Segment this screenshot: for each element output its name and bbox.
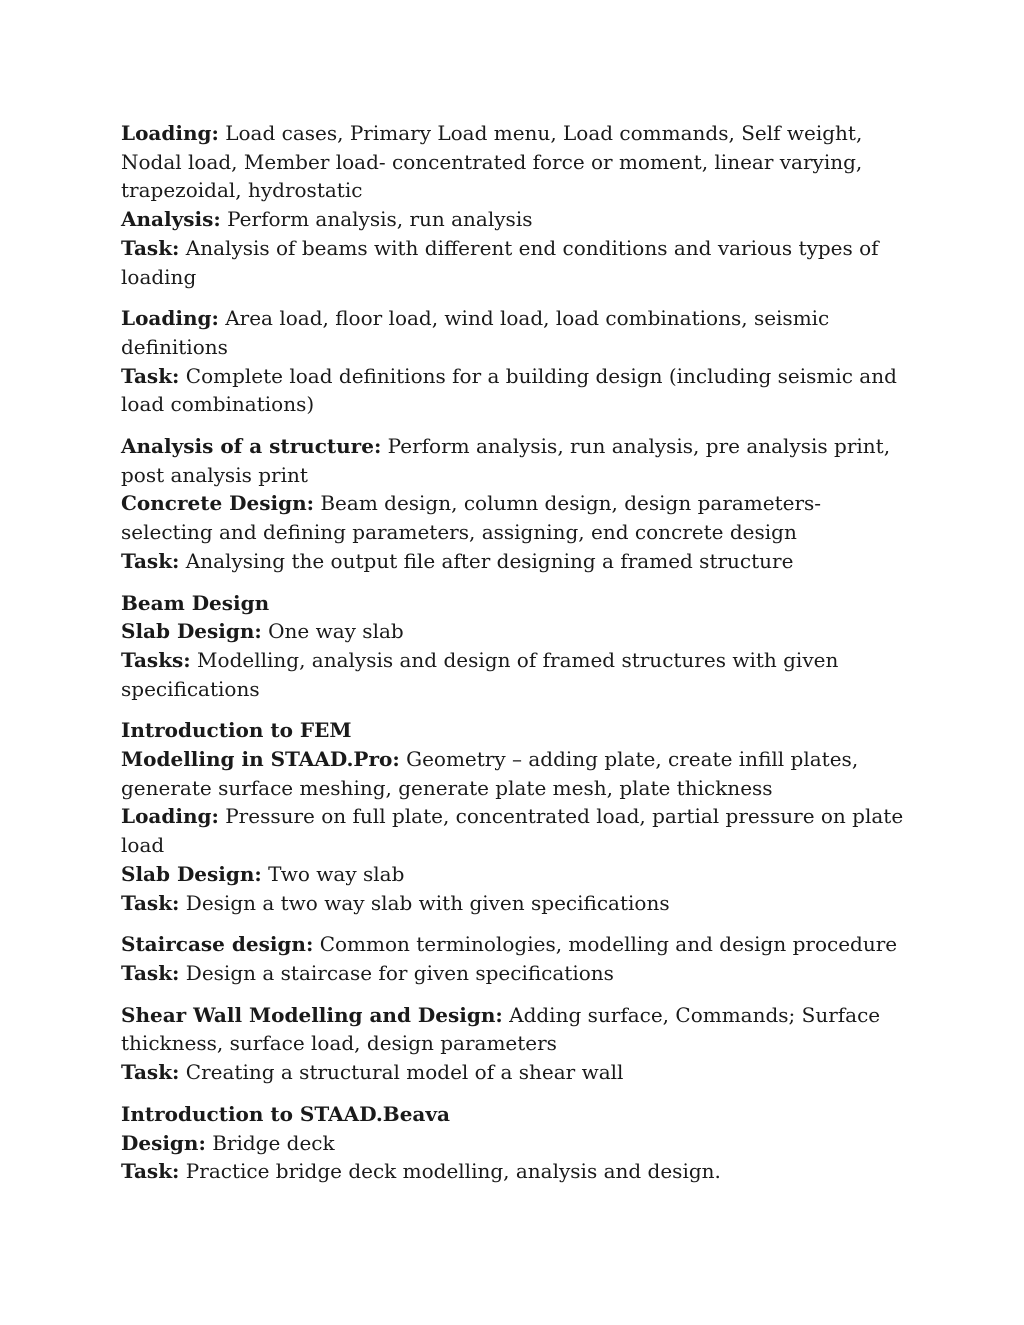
section-line bbox=[121, 860, 911, 889]
document-page bbox=[121, 119, 911, 1199]
line-text: Creating a structural model of a shear wall bbox=[179, 1060, 624, 1085]
section-line bbox=[121, 959, 911, 988]
section-line bbox=[121, 432, 911, 489]
line-text: Analysing the output file after designing a framed structure bbox=[179, 548, 794, 573]
line-label: Design: bbox=[121, 1130, 206, 1155]
section-shear-wall bbox=[121, 1001, 911, 1087]
line-text: Design a two way slab with given specifications bbox=[179, 890, 670, 915]
section-line bbox=[121, 1058, 911, 1087]
section-beava bbox=[121, 1100, 911, 1186]
section-line bbox=[121, 234, 911, 291]
line-label: Shear Wall Modelling and Design: bbox=[121, 1002, 503, 1027]
line-label: Loading: bbox=[121, 306, 219, 331]
line-label: Slab Design: bbox=[121, 619, 262, 644]
line-label: Task: bbox=[121, 1159, 180, 1184]
section-beam-slab-design bbox=[121, 589, 911, 704]
line-label: Task: bbox=[121, 235, 180, 260]
section-line bbox=[121, 205, 911, 234]
line-text: Perform analysis, run analysis bbox=[220, 207, 533, 232]
line-text: Analysis of beams with different end conditions and various types of loading bbox=[121, 235, 879, 289]
line-label: Loading: bbox=[121, 121, 219, 145]
line-text: Perform analysis, run analysis, pre analysis print, post analysis print bbox=[121, 434, 891, 487]
section-loading-analysis bbox=[121, 119, 911, 291]
line-text: Two way slab bbox=[261, 861, 405, 886]
line-label: Analysis: bbox=[121, 207, 221, 232]
line-text: Load cases, Primary Load menu, Load commands, Self weight, Nodal load, Member load- concentrated force or moment, linear varying, trapezoidal, hydrostatic bbox=[121, 121, 863, 203]
line-label: Concrete Design: bbox=[121, 491, 314, 516]
line-text: Geometry – adding plate, create infill plates, generate surface meshing, generate plate mesh, plate thickness bbox=[121, 747, 859, 800]
section-line bbox=[121, 646, 911, 703]
section-line bbox=[121, 304, 911, 361]
line-text: One way slab bbox=[261, 619, 404, 644]
section-line bbox=[121, 716, 911, 745]
line-label: Introduction to STAAD.Beava bbox=[121, 1101, 450, 1126]
section-line bbox=[121, 745, 911, 802]
line-text: Adding surface, Commands; Surface thickness, surface load, design parameters bbox=[121, 1002, 881, 1056]
section-line bbox=[121, 617, 911, 646]
section-line bbox=[121, 1001, 911, 1058]
line-text: Area load, floor load, wind load, load combinations, seismic definitions bbox=[121, 306, 830, 359]
line-text: Design a staircase for given specifications bbox=[179, 960, 614, 985]
section-line bbox=[121, 362, 911, 419]
line-text: Practice bridge deck modelling, analysis and design. bbox=[179, 1159, 721, 1184]
line-label: Task: bbox=[121, 363, 180, 388]
line-text: Complete load definitions for a building design (including seismic and load combinations) bbox=[121, 363, 897, 417]
section-load-definitions bbox=[121, 304, 911, 419]
line-label: Task: bbox=[121, 1060, 180, 1085]
section-line bbox=[121, 119, 911, 205]
section-line bbox=[121, 1129, 911, 1158]
line-label: Slab Design: bbox=[121, 861, 262, 886]
section-line bbox=[121, 1100, 911, 1129]
section-analysis-concrete-design bbox=[121, 432, 911, 576]
line-label: Task: bbox=[121, 548, 180, 573]
section-line bbox=[121, 589, 911, 618]
line-label: Introduction to FEM bbox=[121, 718, 352, 743]
section-line bbox=[121, 1157, 911, 1186]
line-label: Task: bbox=[121, 890, 180, 915]
line-text: Bridge deck bbox=[205, 1130, 335, 1155]
line-text: Modelling, analysis and design of framed structures with given specifications bbox=[121, 647, 839, 701]
section-fem bbox=[121, 716, 911, 917]
line-text: Common terminologies, modelling and design procedure bbox=[313, 932, 898, 957]
section-line bbox=[121, 547, 911, 576]
section-line bbox=[121, 930, 911, 959]
line-text: Pressure on full plate, concentrated load, partial pressure on plate load bbox=[121, 804, 904, 858]
section-line bbox=[121, 889, 911, 918]
section-staircase bbox=[121, 930, 911, 987]
line-label: Analysis of a structure: bbox=[121, 434, 382, 459]
line-label: Loading: bbox=[121, 804, 219, 829]
line-text: Beam design, column design, design parameters- selecting and defining parameters, assigning, end concrete design bbox=[121, 491, 822, 545]
section-line bbox=[121, 802, 911, 859]
line-label: Task: bbox=[121, 960, 180, 985]
line-label: Tasks: bbox=[121, 647, 191, 672]
section-line bbox=[121, 489, 911, 546]
line-label: Modelling in STAAD.Pro: bbox=[121, 747, 400, 772]
line-label: Staircase design: bbox=[121, 932, 314, 957]
line-label: Beam Design bbox=[121, 590, 270, 615]
